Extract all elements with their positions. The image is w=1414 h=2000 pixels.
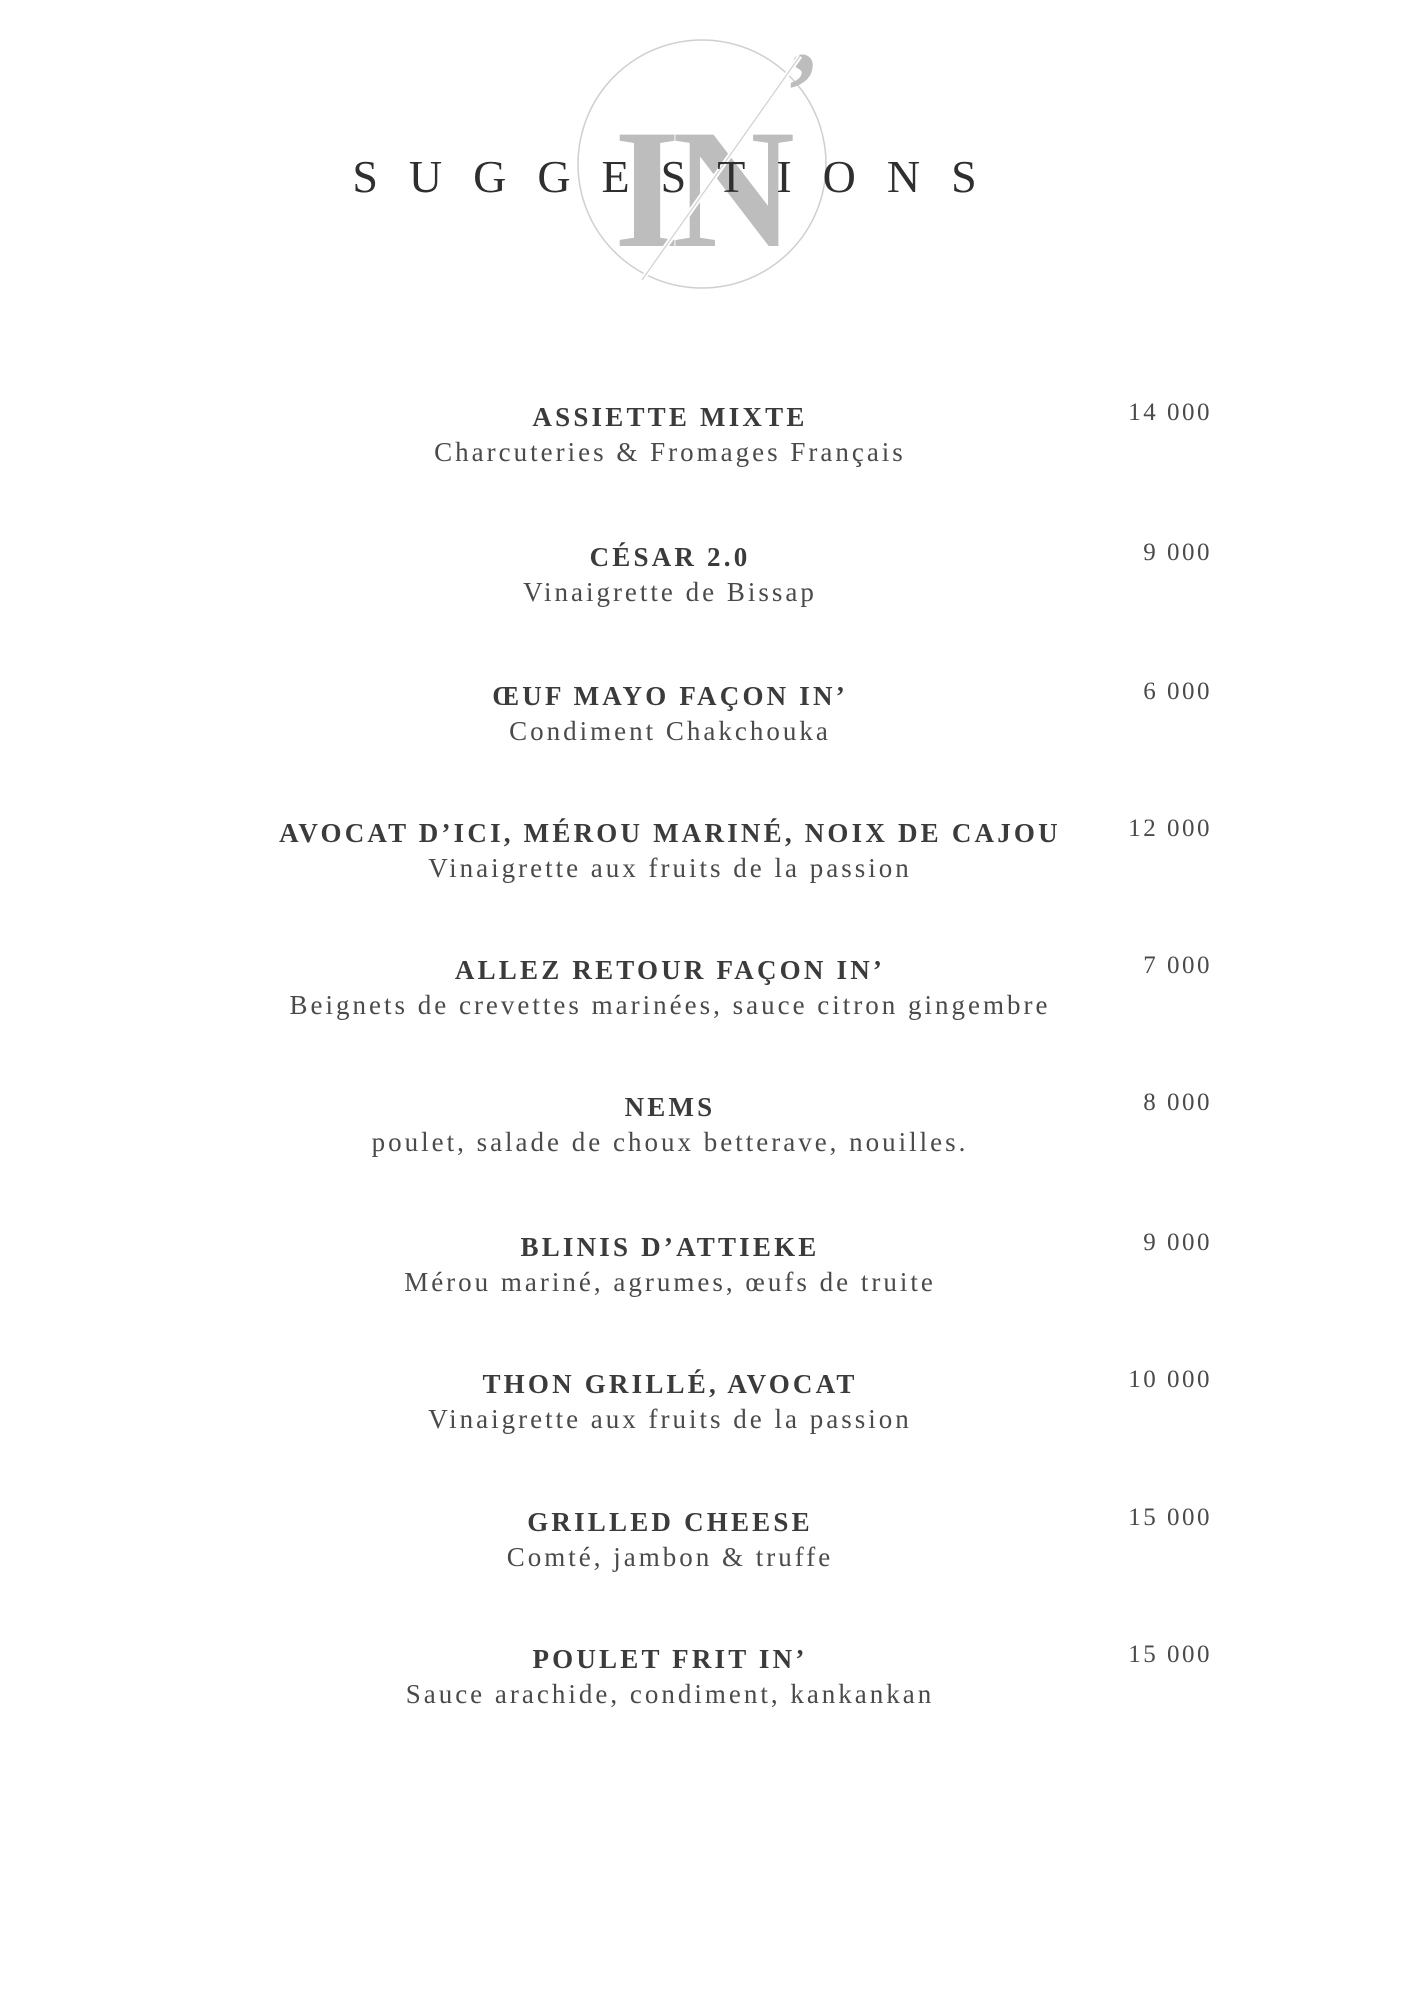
menu-item-text: [230, 1505, 1110, 1575]
menu-item-price: 14 000: [1128, 399, 1212, 426]
menu-item-description: Comté, jambon & truffe: [506, 1542, 834, 1572]
menu-item: [0, 1090, 1414, 1180]
menu-item: [0, 540, 1414, 630]
menu-item-description: Vinaigrette aux fruits de la passion: [428, 853, 912, 883]
menu-item-description: Vinaigrette de Bissap: [523, 577, 817, 607]
svg-text:IN: IN: [614, 95, 787, 283]
menu-item-description: poulet, salade de choux betterave, nouilles.: [371, 1127, 969, 1157]
menu-item-text: [230, 540, 1110, 610]
menu-item-text: [230, 1090, 1110, 1160]
menu-item-name: POULET FRIT IN’: [532, 1644, 808, 1674]
menu-item-name: CÉSAR 2.0: [589, 542, 751, 572]
menu-item-price: 9 000: [1143, 539, 1212, 566]
menu-item: [0, 679, 1414, 769]
menu-item: [0, 953, 1414, 1043]
menu-item-text: [230, 1230, 1110, 1300]
menu-item-text: [230, 953, 1110, 1023]
menu-item-price: 15 000: [1128, 1504, 1212, 1531]
menu-item-name: ŒUF MAYO FAÇON IN’: [492, 681, 848, 711]
menu-item-description: Beignets de crevettes marinées, sauce citron gingembre: [289, 990, 1051, 1020]
menu-item: [0, 1367, 1414, 1457]
menu-item-price: 15 000: [1128, 1641, 1212, 1668]
menu-item: [0, 400, 1414, 490]
menu-item-text: [230, 816, 1110, 886]
menu-item-name: NEMS: [624, 1092, 716, 1122]
page-title: SUGGESTIONS: [352, 151, 1008, 202]
menu-item-text: [230, 1367, 1110, 1437]
menu-item-text: [230, 400, 1110, 470]
menu-item-description: Vinaigrette aux fruits de la passion: [428, 1404, 912, 1434]
menu-item-description: Sauce arachide, condiment, kankankan: [405, 1679, 935, 1709]
menu-item-price: 8 000: [1143, 1089, 1212, 1116]
menu-item: [0, 1505, 1414, 1595]
menu-item-description: Condiment Chakchouka: [509, 716, 831, 746]
menu-item: [0, 816, 1414, 906]
menu-item-name: ALLEZ RETOUR FAÇON IN’: [454, 955, 886, 985]
menu-item-description: Mérou mariné, agrumes, œufs de truite: [404, 1267, 936, 1297]
menu-item-text: [230, 1642, 1110, 1712]
menu-item-text: [230, 679, 1110, 749]
menu-item-price: 12 000: [1128, 815, 1212, 842]
menu-item-name: BLINIS D’ATTIEKE: [520, 1232, 820, 1262]
menu-item-name: AVOCAT D’ICI, MÉROU MARINÉ, NOIX DE CAJOU: [279, 818, 1061, 848]
menu-item: [0, 1230, 1414, 1320]
menu-item-price: 7 000: [1143, 952, 1212, 979]
menu-item-description: Charcuteries & Fromages Français: [434, 437, 906, 467]
menu-item-price: 10 000: [1128, 1366, 1212, 1393]
menu-item: [0, 1642, 1414, 1732]
menu-item-name: GRILLED CHEESE: [527, 1507, 813, 1537]
menu-item-price: 9 000: [1143, 1229, 1212, 1256]
menu-item-name: THON GRILLÉ, AVOCAT: [482, 1369, 858, 1399]
menu-item-price: 6 000: [1143, 678, 1212, 705]
menu-item-name: ASSIETTE MIXTE: [532, 402, 808, 432]
svg-text:’: ’: [784, 36, 821, 152]
